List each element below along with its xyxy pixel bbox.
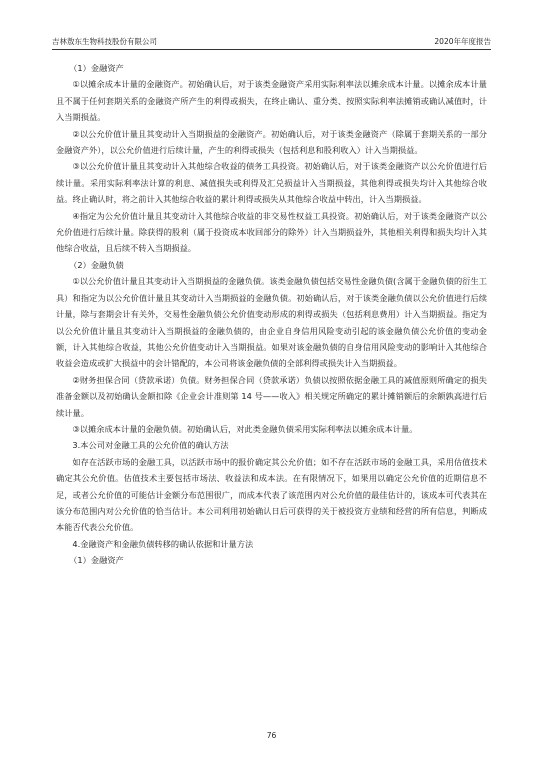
- body-paragraph: 如存在活跃市场的金融工具，以活跃市场中的报价确定其公允价值；如不存在活跃市场的金融工具，采用估值技术确定其公允价值。估值技术主要包括市场法、收益法和成本法。在有限情况下，如果用以确定公允价值的近期信息不足，或者公允价值的可能估计金额分布范围很广，而成本代表了该范围内对公允价值的最佳估计的，该成本可代表其在该分布范围内对公允价值的恰当估计。本公司利用初始确认日后可获得的关于被投资方业绩和经营的所有信息，判断成本能否代表公允价值。: [56, 456, 487, 533]
- numbered-heading: 3.本公司对金融工具的公允价值的确认方法: [72, 440, 229, 451]
- section-heading: （2）金融负债: [69, 259, 124, 270]
- body-paragraph: ②财务担保合同（贷款承诺）负债。财务担保合同（贷款承诺）负债以按照依据金融工具的减值原则所确定的损失准备金额以及初始确认金额扣除《企业会计准则第 14 号——收入》相关规定所确定的累计摊销额后的余额孰高进行后续计量。: [56, 374, 487, 418]
- body-paragraph: ④指定为公允价值计量且其变动计入其他综合收益的非交易性权益工具投资。初始确认后，对于该类金融资产以公允价值进行后续计量。除获得的股利（属于投资成本收回部分的除外）计入当期损益外，其他相关利得和损失均计入其他综合收益，且后续不转入当期损益。: [56, 210, 487, 254]
- body-paragraph: ③以公允价值计量且其变动计入其他综合收益的债务工具投资。初始确认后，对于该类金融资产以公允价值进行后续计量。采用实际利率法计算的利息、减值损失或利得及汇兑损益计入当期损益，其他利得或损失均计入其他综合收益。终止确认时，将之前计入其他综合收益的累计利得或损失从其他综合收益中转出，计入当期损益。: [56, 161, 487, 205]
- document-body: [56, 60, 487, 569]
- company-name: 吉林敖东生物科技股份有限公司: [52, 37, 157, 46]
- page-header: [52, 36, 491, 50]
- body-paragraph: ②以公允价值计量且其变动计入当期损益的金融资产。初始确认后，对于该类金融资产（除属于套期关系的一部分金融资产外），以公允价值进行后续计量，产生的利得或损失（包括利息和股利收入）计入当期损益。: [56, 128, 487, 156]
- numbered-heading: 4.金融资产和金融负债转移的确认依据和计量方法: [72, 538, 254, 549]
- section-heading: （1）金融资产: [69, 63, 124, 73]
- body-paragraph: ①以摊余成本计量的金融资产。初始确认后，对于该类金融资产采用实际利率法以摊余成本计量。以摊余成本计量且不属于任何套期关系的金融资产所产生的利得或损失，在终止确认、重分类、按照实际利率法摊销或确认减值时，计入当期损益。: [56, 79, 487, 123]
- report-title: 2020年年度报告: [434, 37, 491, 46]
- page-number: 76: [266, 731, 277, 740]
- page-footer: [0, 731, 543, 740]
- body-paragraph: ③以摊余成本计量的金融负债。初始确认后，对此类金融负债采用实际利率法以摊余成本计量。: [72, 423, 418, 434]
- body-paragraph: ①以公允价值计量且其变动计入当期损益的金融负债。该类金融负债包括交易性金融负债(含属于金融负债的衍生工具）和指定为以公允价值计量且其变动计入当期损益的金融负债。初始确认后，对于该类金融负债以公允价值进行后续计量，除与套期会计有关外，交易性金融负债公允价值变动形成的利得或损失（包括利息费用）计入当期损益。指定为以公允价值计量且其变动计入当期损益的金融负债的，由企业自身信用风险变动引起的该金融负债公允价值的变动金额，计入其他综合收益，其他公允价值变动计入当期损益。如果对该金融负债的自身信用风险变动的影响计入其他综合收益会造成或扩大损益中的会计错配的，本公司将该金融负债的全部利得或损失计入当期损益。: [56, 276, 487, 369]
- section-heading: （1）金融资产: [69, 555, 124, 566]
